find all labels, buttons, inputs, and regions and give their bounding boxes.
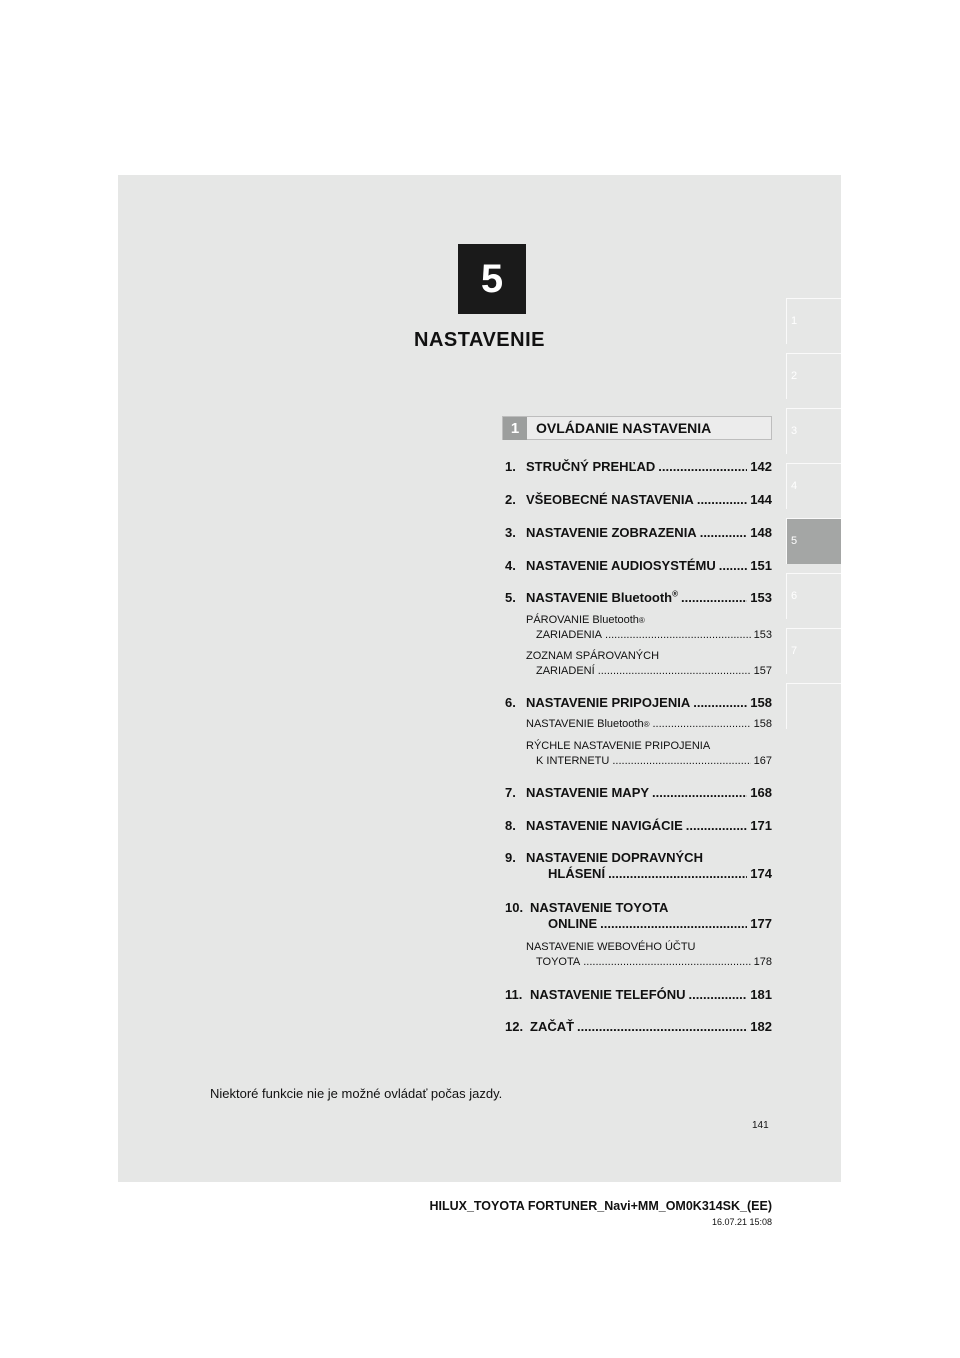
chapter-tab-4[interactable]: 4 <box>786 463 841 509</box>
toc-leader <box>686 818 748 834</box>
toc-title: NASTAVENIE NAVIGÁCIE <box>526 818 683 833</box>
chapter-tab-3[interactable]: 3 <box>786 408 841 454</box>
toc-leader <box>700 525 748 541</box>
toc-leader <box>653 717 751 732</box>
toc-number: 2. <box>505 492 516 507</box>
toc-sub-page: 178 <box>753 956 772 968</box>
toc-title: NASTAVENIE PRIPOJENIA <box>526 695 691 710</box>
toc-title: NASTAVENIE MAPY <box>526 785 650 800</box>
chapter-tab-6[interactable]: 6 <box>786 573 841 619</box>
toc-number: 12. <box>505 1019 524 1034</box>
toc-number: 6. <box>505 695 516 710</box>
toc-page: 177 <box>750 916 772 931</box>
toc-page: 174 <box>750 866 772 881</box>
section-title: OVLÁDANIE NASTAVENIA <box>536 420 712 436</box>
toc-sub-page: 157 <box>753 665 772 677</box>
toc-sub-title: PÁROVANIE Bluetooth <box>526 614 639 626</box>
toc-page: 142 <box>750 459 772 474</box>
toc-sub-page: 167 <box>753 755 772 767</box>
toc-number: 9. <box>505 850 516 865</box>
chapter-tab-1[interactable]: 1 <box>786 298 841 344</box>
toc-entry[interactable] <box>505 459 772 475</box>
toc-entry[interactable] <box>505 900 772 932</box>
toc-leader <box>605 628 751 643</box>
toc-page: 158 <box>750 695 772 710</box>
toc-subentry[interactable] <box>526 739 772 769</box>
toc-leader <box>600 916 747 932</box>
toc-subentry[interactable]: PÁROVANIE Bluetooth ® ZARIADENIA ..... 153 <box>526 613 772 643</box>
toc-page: 151 <box>750 558 772 573</box>
chapter-tab-5[interactable]: 5 <box>786 518 841 564</box>
toc-leader <box>598 664 751 679</box>
toc-title: NASTAVENIE ZOBRAZENIA <box>526 525 697 540</box>
toc-subentry[interactable]: NASTAVENIE Bluetooth ® ..... 158 <box>526 717 772 732</box>
toc-title-cont: HLÁSENÍ <box>548 866 606 881</box>
section-number: 1 <box>503 417 527 440</box>
toc-sub-title-cont: ZARIADENÍ <box>536 665 595 677</box>
chapter-title: NASTAVENIE <box>414 329 545 351</box>
toc-leader <box>681 590 747 606</box>
toc-entry[interactable] <box>505 785 772 801</box>
toc-entry[interactable] <box>505 695 772 711</box>
toc-sub-title-cont: ZARIADENIA <box>536 629 603 641</box>
toc-entry[interactable] <box>505 987 772 1003</box>
toc-sub-title: ZOZNAM SPÁROVANÝCH <box>526 650 660 662</box>
chapter-tab-2[interactable]: 2 <box>786 353 841 399</box>
toc-page: 182 <box>750 1019 772 1034</box>
toc-number: 3. <box>505 525 516 540</box>
section-header <box>502 416 772 440</box>
toc-title: NASTAVENIE TOYOTA <box>530 900 669 915</box>
page-number: 141 <box>752 1120 769 1131</box>
toc-leader <box>583 955 750 970</box>
toc-page: 144 <box>750 492 772 507</box>
toc-entry[interactable] <box>505 818 772 834</box>
toc-sub-title: RÝCHLE NASTAVENIE PRIPOJENIA <box>526 740 711 752</box>
toc-title: ZAČAŤ <box>530 1019 575 1034</box>
toc-leader <box>652 785 747 801</box>
toc-number: 4. <box>505 558 516 573</box>
toc-subentry[interactable] <box>526 940 772 970</box>
toc-number: 1. <box>505 459 516 474</box>
toc-number: 10. <box>505 900 524 915</box>
toc-sub-page: 158 <box>753 718 772 730</box>
toc-title-cont: ONLINE <box>548 916 598 931</box>
toc-sub-title-cont: TOYOTA <box>536 956 581 968</box>
footer-doc-id: HILUX_TOYOTA FORTUNER_Navi+MM_OM0K314SK_(EE) <box>429 1199 772 1213</box>
toc-entry[interactable] <box>505 590 772 606</box>
toc-title: STRUČNÝ PREHĽAD <box>526 459 656 474</box>
toc-number: 5. <box>505 590 516 605</box>
toc-page: 153 <box>750 590 772 605</box>
toc-sub-title: NASTAVENIE Bluetooth <box>526 718 644 730</box>
toc-title: NASTAVENIE DOPRAVNÝCH <box>526 850 703 865</box>
footer-date: 16.07.21 15:08 <box>711 1217 772 1227</box>
toc-entry[interactable] <box>505 850 772 882</box>
toc-number: 8. <box>505 818 516 833</box>
toc-title: NASTAVENIE TELEFÓNU <box>530 987 686 1002</box>
toc-title: NASTAVENIE AUDIOSYSTÉMU <box>526 558 716 573</box>
toc-leader <box>658 459 747 475</box>
toc-leader <box>612 754 750 769</box>
toc-entry[interactable] <box>505 558 772 574</box>
chapter-tab-8[interactable] <box>786 683 841 729</box>
note-text: Niektoré funkcie nie je možné ovládať počas jazdy. <box>210 1086 503 1101</box>
toc-number: 11. <box>505 987 523 1002</box>
toc-page: 168 <box>750 785 772 800</box>
toc-leader <box>608 866 747 882</box>
toc-subentry[interactable] <box>526 649 772 679</box>
toc-sub-title: NASTAVENIE WEBOVÉHO ÚČTU <box>526 941 696 953</box>
toc-leader <box>693 695 747 711</box>
toc-entry[interactable] <box>505 1019 772 1035</box>
chapter-tab-7[interactable]: 7 <box>786 628 841 674</box>
toc-number: 7. <box>505 785 516 800</box>
toc-title: NASTAVENIE Bluetooth <box>526 590 673 605</box>
toc-page: 181 <box>750 987 772 1002</box>
toc-page: 148 <box>750 525 772 540</box>
toc-title: VŠEOBECNÉ NASTAVENIA <box>526 492 694 507</box>
toc-entry[interactable] <box>505 492 772 508</box>
toc-page: 171 <box>750 818 772 833</box>
toc-sub-title-cont: K INTERNETU <box>536 755 610 767</box>
toc-leader <box>719 558 748 574</box>
chapter-number: 5 <box>458 244 526 314</box>
toc-leader <box>697 492 747 508</box>
toc-leader <box>689 987 748 1003</box>
registered-mark: ® <box>672 589 679 599</box>
toc-leader <box>577 1019 747 1035</box>
toc-entry[interactable] <box>505 525 772 541</box>
toc-sub-page: 153 <box>753 629 772 641</box>
